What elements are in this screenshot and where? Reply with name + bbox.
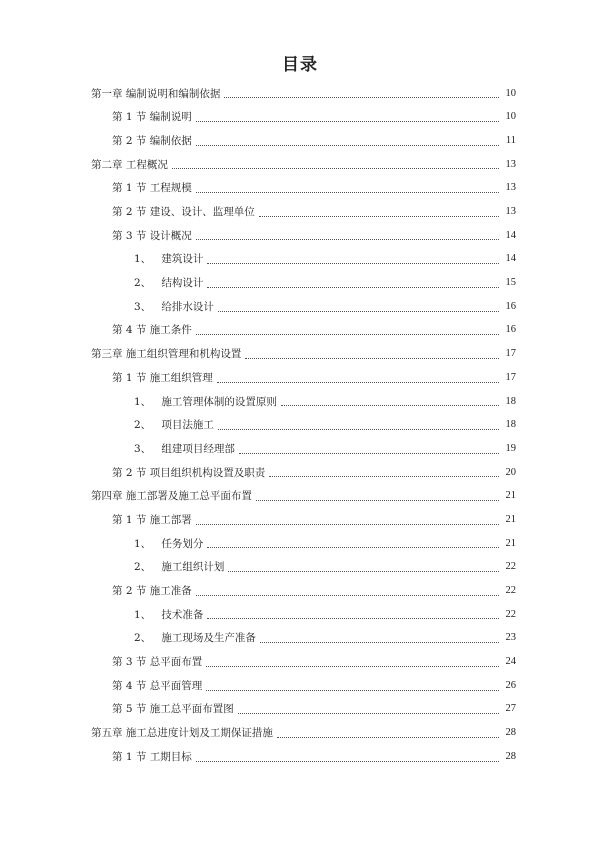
toc-chapter-entry[interactable] bbox=[0, 722, 600, 746]
toc-section-entry[interactable] bbox=[0, 508, 600, 532]
dot-leader bbox=[196, 111, 499, 122]
dot-leader bbox=[277, 727, 499, 738]
toc-page-number: 11 bbox=[505, 134, 516, 146]
page-title: 目录 bbox=[282, 55, 318, 75]
dot-leader bbox=[218, 301, 499, 312]
toc-entry-number: 第五章 bbox=[91, 727, 123, 740]
toc-entry-number: 2、 bbox=[134, 419, 152, 432]
dot-leader bbox=[207, 277, 499, 288]
toc-page-number: 21 bbox=[505, 490, 516, 502]
toc-entry-label bbox=[91, 491, 252, 502]
toc-entry-label bbox=[112, 681, 202, 692]
toc-entry-number: 第 5 节 bbox=[112, 703, 147, 716]
toc-entry-number: 1、 bbox=[134, 608, 152, 621]
toc-entry-text: 施工部署 bbox=[149, 513, 192, 526]
dot-leader bbox=[218, 419, 499, 430]
toc-entry-text: 工期目标 bbox=[149, 750, 192, 763]
toc-page-number: 18 bbox=[505, 419, 516, 431]
toc-subsection-entry[interactable] bbox=[0, 627, 600, 651]
toc-page-number: 23 bbox=[505, 632, 516, 644]
dot-leader bbox=[269, 466, 499, 477]
toc-page-number: 27 bbox=[505, 703, 516, 715]
toc-entry-label bbox=[91, 89, 220, 100]
toc-entry-label bbox=[112, 231, 192, 242]
toc-entry-number: 第 1 节 bbox=[112, 513, 147, 526]
toc-entry-text: 工程规模 bbox=[149, 182, 192, 195]
dot-leader bbox=[238, 703, 499, 714]
dot-leader bbox=[281, 395, 499, 406]
toc-section-entry[interactable] bbox=[0, 461, 600, 485]
dot-leader bbox=[196, 324, 499, 335]
dot-leader bbox=[196, 135, 499, 146]
toc-entry-number: 3、 bbox=[134, 442, 152, 455]
toc-entry-number: 第二章 bbox=[91, 158, 123, 171]
toc-entry-text: 设计概况 bbox=[149, 229, 192, 242]
toc-entry-number: 2、 bbox=[134, 632, 152, 645]
toc-section-entry[interactable] bbox=[0, 106, 600, 130]
toc-entry-number: 2、 bbox=[134, 277, 152, 290]
toc-section-entry[interactable] bbox=[0, 200, 600, 224]
toc-entry-number: 第 2 节 bbox=[112, 466, 147, 479]
toc-entry-number: 3、 bbox=[134, 300, 152, 313]
toc-entry-label bbox=[112, 657, 202, 668]
toc-entry-text: 工程概况 bbox=[125, 158, 168, 171]
toc-subsection-entry[interactable] bbox=[0, 248, 600, 272]
toc-entry-text: 给排水设计 bbox=[161, 300, 214, 313]
toc-section-entry[interactable] bbox=[0, 698, 600, 722]
toc-entry-label bbox=[112, 136, 192, 147]
dot-leader bbox=[172, 158, 499, 169]
toc-section-entry[interactable] bbox=[0, 224, 600, 248]
dot-leader bbox=[207, 253, 499, 264]
toc-entry-label bbox=[112, 373, 213, 384]
toc-entry-label bbox=[112, 704, 234, 715]
toc-entry-label bbox=[112, 325, 192, 336]
toc-page-number: 22 bbox=[505, 585, 516, 597]
toc-entry-label bbox=[112, 468, 265, 479]
toc-page-number: 14 bbox=[505, 229, 516, 241]
toc-entry-label bbox=[134, 539, 203, 550]
toc-entry-number: 1、 bbox=[134, 253, 152, 266]
table-of-contents bbox=[0, 82, 600, 769]
toc-section-entry[interactable] bbox=[0, 366, 600, 390]
toc-chapter-entry[interactable] bbox=[0, 343, 600, 367]
dot-leader bbox=[217, 372, 499, 383]
toc-entry-number: 第 3 节 bbox=[112, 229, 147, 242]
toc-entry-text: 编制说明 bbox=[149, 111, 192, 124]
toc-subsection-entry[interactable] bbox=[0, 272, 600, 296]
toc-page-number: 13 bbox=[505, 206, 516, 218]
toc-entry-text: 施工组织计划 bbox=[161, 561, 225, 574]
toc-entry-label bbox=[134, 610, 203, 621]
toc-section-entry[interactable] bbox=[0, 674, 600, 698]
toc-entry-label bbox=[112, 752, 192, 763]
toc-page-number: 28 bbox=[505, 750, 516, 762]
toc-entry-number: 第 2 节 bbox=[112, 206, 147, 219]
toc-page-number: 22 bbox=[505, 561, 516, 573]
toc-entry-label bbox=[134, 302, 214, 313]
toc-entry-text: 编制说明和编制依据 bbox=[125, 87, 221, 100]
dot-leader bbox=[207, 608, 499, 619]
toc-page-number: 18 bbox=[505, 395, 516, 407]
toc-entry-label bbox=[91, 349, 241, 360]
toc-entry-label bbox=[134, 420, 214, 431]
dot-leader bbox=[260, 632, 499, 643]
toc-entry-text: 总平面管理 bbox=[149, 679, 203, 692]
toc-subsection-entry[interactable] bbox=[0, 437, 600, 461]
toc-entry-text: 技术准备 bbox=[161, 608, 204, 621]
toc-entry-number: 第 4 节 bbox=[112, 679, 147, 692]
toc-chapter-entry[interactable] bbox=[0, 82, 600, 106]
toc-entry-text: 施工现场及生产准备 bbox=[161, 632, 256, 645]
toc-entry-text: 建筑设计 bbox=[161, 253, 204, 266]
toc-page-number: 26 bbox=[505, 679, 516, 691]
toc-section-entry[interactable] bbox=[0, 177, 600, 201]
toc-entry-number: 第 1 节 bbox=[112, 371, 147, 384]
dot-leader bbox=[196, 182, 499, 193]
toc-page-number: 20 bbox=[505, 466, 516, 478]
toc-page-number: 16 bbox=[505, 324, 516, 336]
toc-chapter-entry[interactable] bbox=[0, 153, 600, 177]
toc-subsection-entry[interactable] bbox=[0, 556, 600, 580]
toc-entry-number: 第 2 节 bbox=[112, 134, 147, 147]
toc-entry-label bbox=[112, 515, 192, 526]
toc-entry-text: 组建项目经理部 bbox=[161, 442, 235, 455]
dot-leader bbox=[256, 490, 499, 501]
dot-leader bbox=[259, 206, 499, 217]
toc-entry-label bbox=[91, 160, 168, 171]
toc-subsection-entry[interactable] bbox=[0, 532, 600, 556]
dot-leader bbox=[245, 348, 499, 359]
dot-leader bbox=[228, 561, 499, 572]
toc-page-number: 24 bbox=[505, 656, 516, 668]
toc-page-number: 21 bbox=[505, 513, 516, 525]
toc-entry-text: 施工部署及施工总平面布置 bbox=[125, 490, 252, 503]
toc-subsection-entry[interactable] bbox=[0, 414, 600, 438]
toc-entry-label bbox=[134, 562, 224, 573]
toc-page-number: 15 bbox=[505, 277, 516, 289]
toc-entry-text: 任务划分 bbox=[161, 537, 204, 550]
toc-page-number: 28 bbox=[505, 727, 516, 739]
toc-entry-number: 第一章 bbox=[91, 87, 123, 100]
dot-leader bbox=[196, 229, 499, 240]
toc-entry-text: 项目法施工 bbox=[161, 419, 214, 432]
toc-entry-number: 第 1 节 bbox=[112, 750, 147, 763]
dot-leader bbox=[196, 514, 499, 525]
dot-leader bbox=[224, 87, 499, 98]
toc-entry-text: 总平面布置 bbox=[149, 656, 203, 669]
toc-entry-number: 1、 bbox=[134, 537, 152, 550]
toc-page-number: 22 bbox=[505, 608, 516, 620]
dot-leader bbox=[196, 585, 499, 596]
toc-chapter-entry[interactable] bbox=[0, 485, 600, 509]
dot-leader bbox=[207, 537, 499, 548]
toc-page-number: 21 bbox=[505, 537, 516, 549]
toc-entry-label bbox=[112, 112, 192, 123]
toc-entry-text: 项目组织机构设置及职责 bbox=[149, 466, 266, 479]
toc-entry-label bbox=[134, 444, 235, 455]
toc-entry-text: 施工总进度计划及工期保证措施 bbox=[125, 727, 273, 740]
toc-entry-text: 施工条件 bbox=[149, 324, 192, 337]
toc-page-number: 13 bbox=[505, 182, 516, 194]
toc-entry-number: 第 1 节 bbox=[112, 182, 147, 195]
toc-section-entry[interactable] bbox=[0, 129, 600, 153]
toc-entry-label bbox=[134, 633, 256, 644]
toc-entry-label bbox=[112, 207, 255, 218]
toc-page-number: 10 bbox=[505, 87, 516, 99]
toc-entry-text: 建设、设计、监理单位 bbox=[149, 206, 255, 219]
toc-page-number: 13 bbox=[505, 158, 516, 170]
toc-section-entry[interactable] bbox=[0, 651, 600, 675]
toc-page-number: 17 bbox=[505, 371, 516, 383]
toc-entry-number: 1、 bbox=[134, 395, 152, 408]
toc-entry-label bbox=[134, 397, 277, 408]
toc-entry-label bbox=[91, 728, 273, 739]
toc-entry-text: 施工准备 bbox=[149, 585, 192, 598]
toc-section-entry[interactable] bbox=[0, 319, 600, 343]
toc-entry-text: 结构设计 bbox=[161, 277, 204, 290]
toc-entry-text: 施工总平面布置图 bbox=[149, 703, 234, 716]
toc-page-number: 16 bbox=[505, 300, 516, 312]
dot-leader bbox=[206, 680, 499, 691]
dot-leader bbox=[206, 656, 499, 667]
toc-entry-label bbox=[112, 183, 192, 194]
toc-entry-text: 编制依据 bbox=[149, 134, 192, 147]
dot-leader bbox=[196, 751, 499, 762]
toc-entry-text: 施工组织管理和机构设置 bbox=[125, 348, 242, 361]
toc-entry-text: 施工管理体制的设置原则 bbox=[161, 395, 277, 408]
toc-entry-number: 第 2 节 bbox=[112, 585, 147, 598]
toc-subsection-entry[interactable] bbox=[0, 603, 600, 627]
dot-leader bbox=[239, 443, 499, 454]
toc-entry-text: 施工组织管理 bbox=[149, 371, 213, 384]
toc-subsection-entry[interactable] bbox=[0, 390, 600, 414]
toc-entry-number: 2、 bbox=[134, 561, 152, 574]
toc-page-number: 19 bbox=[505, 442, 516, 454]
toc-entry-label bbox=[134, 278, 203, 289]
toc-entry-number: 第 3 节 bbox=[112, 656, 147, 669]
toc-page-number: 10 bbox=[505, 111, 516, 123]
toc-entry-number: 第 1 节 bbox=[112, 111, 147, 124]
toc-page-number: 17 bbox=[505, 348, 516, 360]
toc-entry-label bbox=[134, 254, 203, 265]
toc-entry-number: 第三章 bbox=[91, 348, 123, 361]
toc-section-entry[interactable] bbox=[0, 745, 600, 769]
toc-entry-number: 第四章 bbox=[91, 490, 123, 503]
toc-section-entry[interactable] bbox=[0, 579, 600, 603]
toc-entry-number: 第 4 节 bbox=[112, 324, 147, 337]
toc-entry-label bbox=[112, 586, 192, 597]
toc-page-number: 14 bbox=[505, 253, 516, 265]
toc-subsection-entry[interactable] bbox=[0, 295, 600, 319]
